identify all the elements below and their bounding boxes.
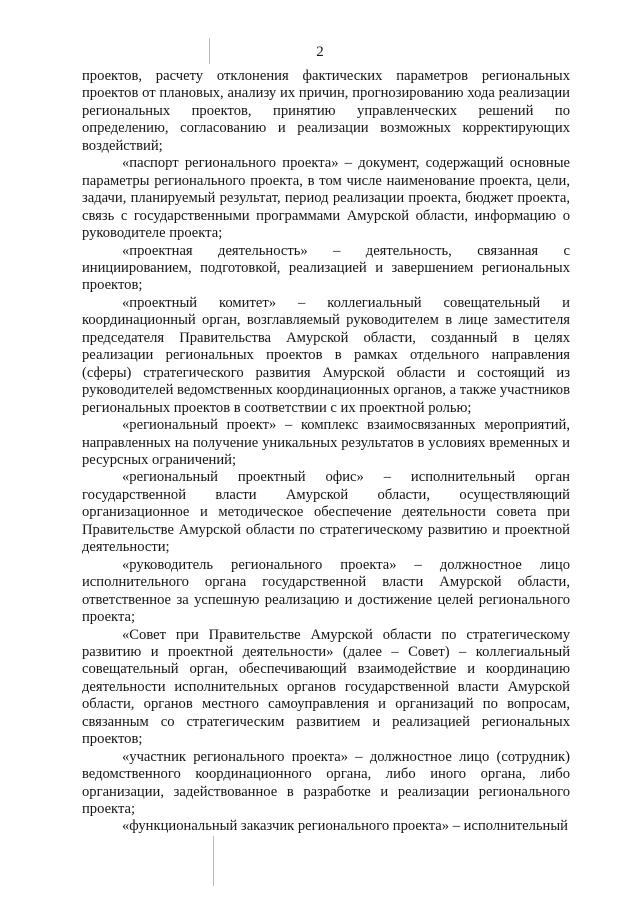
page-number: 2: [316, 44, 324, 60]
paragraph: «функциональный заказчик регионального проекта» – исполнительный: [122, 818, 568, 835]
paragraph: «проектный комитет» – коллегиальный совещательный и координационный орган, возглавляемый руководителем в лице заместителя председателя Правительства Амурской области, созданный в целях реализации региональных проектов в рамках отдельного направления (сферы) стратегического развития Амурской области и состоящий из руководителей ведомственных координационных органов, а также участников региональных проектов в соответствии с их проектной ролью;: [82, 294, 570, 416]
paragraph: «региональный проект» – комплекс взаимосвязанных мероприятий, направленных на получение уникальных результатов в условиях временных и ресурсных ограничений;: [82, 417, 570, 468]
paragraph: проектов, расчету отклонения фактических параметров региональных проектов от плановых, анализу их причин, прогнозированию хода реализации региональных проектов, принятию управленческих решений по определению, согласованию и реализации возможных корректирующих воздействий;: [82, 68, 570, 154]
document-body: [82, 68, 570, 836]
paragraph: «участник регионального проекта» – должностное лицо (сотрудник) ведомственного координационного органа, либо иного органа, либо организации, задействованное в разработке и реализации регионального проекта;: [82, 748, 570, 818]
paragraph: «Совет при Правительстве Амурской области по стратегическому развитию и проектной деятельности» (далее – Совет) – коллегиальный совещательный орган, обеспечивающий взаимодействие и координацию деятельности исполнительных органов государственной власти Амурской области, органов местного самоуправления и организаций по вопросам, связанным со стратегическим развитием и реализацией региональных проектов;: [82, 626, 570, 748]
scan-artifact-line: [213, 836, 214, 886]
paragraph: «проектная деятельность» – деятельность, связанная с инициированием, подготовкой, реализацией и завершением региональных проектов;: [82, 242, 570, 294]
paragraph: «региональный проектный офис» – исполнительный орган государственной власти Амурской области, осуществляющий организационное и методическое обеспечение деятельности совета при Правительстве Амурской области по стратегическому развитию и проектной деятельности;: [82, 469, 570, 556]
paragraph: «руководитель регионального проекта» – должностное лицо исполнительного органа государственной власти Амурской области, ответственное за успешную реализацию и достижение целей регионального проекта;: [82, 556, 570, 626]
paragraph: «паспорт регионального проекта» – документ, содержащий основные параметры регионального проекта, в том числе наименование проекта, цели, задачи, планируемый результат, период реализации проекта, бюджет проекта, связь с государственными программами Амурской области, информацию о руководителе проекта;: [82, 155, 570, 242]
